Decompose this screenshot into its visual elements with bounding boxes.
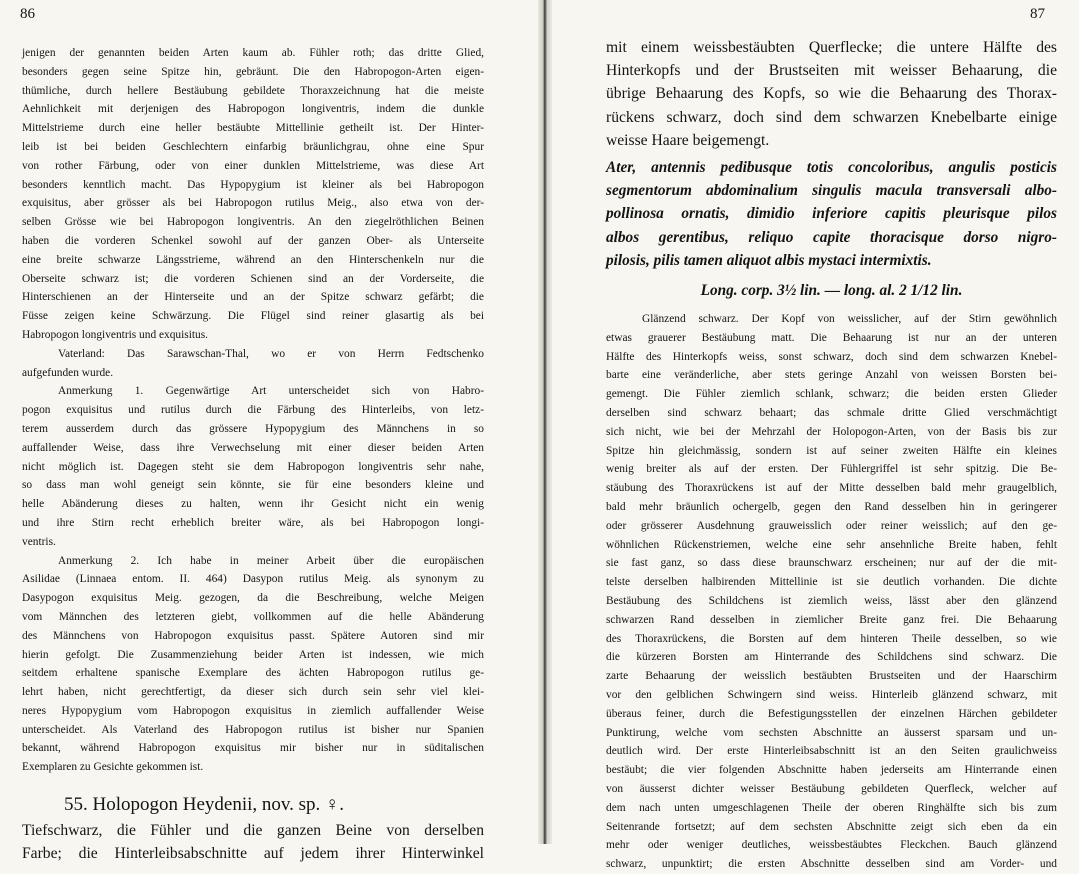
text-line: nicht möglich ist. Dagegen steht sie dem Habropogon longiventris sehr nahe, [22,460,484,473]
text-line: mehr oder weniger deutliches, weissbestäubtes Fleckchen. Bauch glänzend [606,839,1057,852]
text-line: sich nicht, wie bei der Mehrzahl der Holopogon-Arten, von der Basis bis zur [606,425,1057,438]
text-line: schwarzen Rand desselben in ziemlicher Breite ganz frei. Die Behaarung [606,613,1057,626]
right-body [606,310,1057,874]
text-line: seitdem erhaltene spanische Exemplare des ächten Habropogon rutilus ge- [22,667,484,680]
right-page-text [606,36,1057,874]
text-line: und ihre Stirn recht erheblich breiter wäre, als bei Habropogon longi- [22,516,484,529]
text-line: wöhnlichen Rückenstriemen, welche eine sehr ansehnliche Breite haben, fehlt [606,538,1057,551]
left-para-1 [22,44,484,345]
text-line: besonders gegen seine Spitze hin, gebräunt. Die den Habropogon-Arten eigen- [22,65,484,78]
latin-diagnosis [606,156,1057,272]
length-text: Long. corp. 3½ lin. — long. al. 2 1/12 lin. [700,282,963,300]
text-line: pollinosa ornatis, dimidio inferiore capitis pleurisque pilos [606,205,1057,223]
text-line: Vaterland: Das Sarawschan-Thal, wo er von Herrn Fedtschenko [58,347,484,360]
text-line: von rother Färbung, oder von einer dunklen Mittelstrieme, was diese Art [22,159,484,172]
right-page [546,0,1079,871]
text-line: unterscheidet. Als Vaterland des Habropogon rutilus ist bisher nur Spanien [22,723,484,736]
text-line: pilosis, pilis tamen aliquot albis mystaci intermixtis. [606,251,932,269]
species-heading [22,791,484,819]
text-line: schwarz, unpunktirt; die ersten Abschnitte desselben sind am Vorder- und [606,858,1057,871]
left-page-text [22,44,484,865]
left-para-2 [22,345,484,383]
page-number-left: 86 [20,6,35,22]
text-line: auffallender Weise, dass ihre Verwechselung mit einer dieser beiden Arten [22,441,484,454]
text-line: helle Abänderung dieses zu halten, wenn ihr Gesicht nicht ein wenig [22,498,484,511]
text-line: Aehnlichkeit mit derjenigen des Habropogon longiventris, indem die dunkle [22,103,484,116]
text-line: deutlich wird. Der erste Hinterleibsabschnitt ist an den Seiten graulichweiss [606,745,1057,758]
text-line: leib ist bei beiden Geschlechtern einfarbig bräunlichgrau, ohne eine Spur [22,140,484,153]
text-line: Spitze hin gleichmässig, sondern ist auf seiner zweiten Hälfte ein kleines [606,444,1057,457]
text-line: pogon exquisitus und rutilus durch die Färbung des Hinterleibs, von letz- [22,404,484,417]
text-line: lehrt haben, nicht gerechtfertigt, da dieser sich durch sein sehr viel klei- [22,686,484,699]
text-line: Mittelstrieme durch eine heller bestäubte Mittellinie getheilt ist. Der Hinter- [22,122,484,135]
text-line: barte eine veränderliche, aber stets geringe Anzahl von weissen Borsten bei- [606,369,1057,382]
text-line: Glänzend schwarz. Der Kopf von weisslicher, auf der Stirn gewöhnlich [642,313,1057,326]
page-number-right: 87 [1030,6,1045,22]
text-line: neres Hypopygium vom Habropogon exquisitus in ziemlich auffallender Weise [22,704,484,717]
text-line: telste derselben halbirenden Mittellinie ist sie deutlich vorhanden. Die dichte [606,576,1057,589]
text-line: terem ausserdem durch das grössere Hypopygium des Männchens in so [22,422,484,435]
text-line: des Thoraxrückens, die Borsten auf dem hinteren Theile desselben, so wie [606,632,1057,645]
text-line: stäubung des Thoraxrückens ist auf der Mitte desselben bald mehr graugelblich, [606,482,1057,495]
text-line: Hinterkopfs und der Brustseiten mit weisser Behaarung, die [606,62,1057,80]
text-line: vor den gelblichen Schwingern sind weiss. Hinterleib glänzend schwarz, mit [606,688,1057,701]
text-line: aufgefunden wurde. [22,366,114,379]
text-line: oder grösserer Ausdehnung grauweisslich oder reiner weisslich; auf den ge- [606,519,1057,532]
text-line: wenig breiter als auf der ersten. Der Fühlergriffel ist sehr spitzig. Die Be- [606,463,1057,476]
left-para-3 [22,382,484,551]
text-line: Exemplaren zu Gesichte gekommen ist. [22,761,204,774]
text-line: hierin gefolgt. Die Zusammenziehung beider Arten ist indessen, wie mich [22,648,484,661]
left-page [0,0,540,863]
text-line: des Männchens von Habropogon exquisitus passt. Spätere Autoren sind mir [22,629,484,642]
text-line: albos gerentibus, reliquo capite thoracisque dorso nigro- [606,228,1057,246]
text-line: haben die vorderen Schenkel sowohl auf der ganzen Ober- als Unterseite [22,234,484,247]
text-line: mit einem weissbestäubten Querflecke; die untere Hälfte des [606,39,1057,56]
text-line: Hälfte des Hinterkopfs weiss, sonst schwarz, doch sind dem schwarzen Knebel- [606,350,1057,363]
text-line: rückens schwarz, doch sind dem schwarzen Knebelbarte einige [606,108,1057,126]
text-line: Füsse zeigen keine Schwärzung. Die Flügel sind reiner glasartig als bei [22,310,484,323]
text-line: Farbe; die Hinterleibsabschnitte auf jedem ihrer Hinterwinkel [22,845,484,863]
text-line: Anmerkung 2. Ich habe in meiner Arbeit über die europäischen [58,554,484,567]
text-line: überaus feiner, durch die Befestigungsstellen der einzelnen Härchen gebildeter [606,707,1057,720]
text-line: Habropogon longiventris und exquisitus. [22,328,209,341]
text-line: exquisitus, aber grösser als bei Habropogon rutilus Meig., also etwa von der- [22,197,484,210]
text-line: die kürzeren Borsten am Hinterrande des Schildchens sind schwarz. Die [606,651,1057,664]
text-line: besonders kenntlich macht. Das Hypopygium ist kleiner als bei Habropogon [22,178,484,191]
text-line: derselben sind schwarz behaart; das schmale dritte Glied verschmächtigt [606,407,1057,420]
text-line: Tiefschwarz, die Fühler und die ganzen Beine von derselben [22,822,484,840]
text-line: dem nach unten umgeschlagenen Theile der oberen Ringhälfte sich bis zum [606,801,1057,814]
text-line: Punktirung, welche vom sechsten Abschnitte an äusserst sparsam und un- [606,726,1057,739]
species-description-continued [606,36,1057,152]
text-line: segmentorum abdominalium singulis macula transversali albo- [606,182,1057,200]
text-line: gemengt. Die Fühler ziemlich schlank, schwarz; die beiden ersten Glieder [606,388,1057,401]
species-description [22,819,484,865]
text-line: Dasypogon exquisitus Meig. gezogen, da die Beschreibung, welche Meigen [22,592,484,605]
text-line: Seitenrande fortsetzt; auf dem sechsten Abschnitte zeigt sich eben da ein [606,820,1057,833]
text-line: selben Grösse wie bei Habropogon longiventris. An den ziegelröthlichen Beinen [22,216,484,229]
text-line: Ater, antennis pedibusque totis concoloribus, angulis posticis [606,159,1057,177]
text-line: etwas grauerer Bestäubung matt. Die Behaarung ist nur an der unteren [606,331,1057,344]
text-line: bestäubt; die vier folgenden Abschnitte haben jederseits am Hinterrande einen [606,764,1057,777]
length-line [606,278,1057,304]
text-line: so dass man wohl geneigt sein könnte, sie für eine besonders kleine und [22,479,484,492]
text-line: eine breite schwarze Längsstrieme, während an den Hinterschenkeln nur die [22,253,484,266]
text-line: Hinterschienen an der Hinterseite und an der Spitze schwarz gefärbt; die [22,291,484,304]
text-line: Oberseite schwarz ist; die vorderen Schienen sind an der Vorderseite, die [22,272,484,285]
text-line: bald mehr bräunlich ochergelb, gegen den Rand desselben hin in geringerer [606,501,1057,513]
text-line: bekannt, während Habropogon exquisitus mir bisher nur in süditalischen [22,742,484,755]
text-line: jenigen der genannten beiden Arten kaum ab. Fühler roth; das dritte Glied, [22,47,484,59]
text-line: sie fast ganz, so dass diese braunschwarz erscheinen; nur auf der die mit- [606,557,1057,570]
left-para-4 [22,552,484,778]
text-line: ventris. [22,535,56,548]
text-line: zarte Behaarung der weisslich bestäubten Brustseiten und der Haarschirm [606,670,1057,683]
text-line: von äusserst dichter weisser Bestäubung gebildeten Querfleck, welcher auf [606,782,1057,795]
text-line: Anmerkung 1. Gegenwärtige Art unterscheidet sich von Habro- [58,385,484,398]
text-line: thümliche, durch hellere Bestäubung gebildete Thoraxzeichnung hat die meiste [22,84,484,97]
text-line: weisse Haare beigemengt. [606,131,770,149]
text-line: Asilidae (Linnaea entom. II. 464) Dasypon rutilus Meig. als synonym zu [22,573,484,586]
text-line: vom Männchen des letzteren giebt, vollkommen auf die helle Abänderung [22,610,484,623]
species-heading-text: 55. Holopogon Heydenii, nov. sp. ♀. [64,794,345,816]
text-line: übrige Behaarung des Kopfs, so wie die Behaarung des Thorax- [606,85,1057,103]
text-line: Bestäubung des Schildchens ist ziemlich weiss, lässt aber den glänzend [606,594,1057,607]
